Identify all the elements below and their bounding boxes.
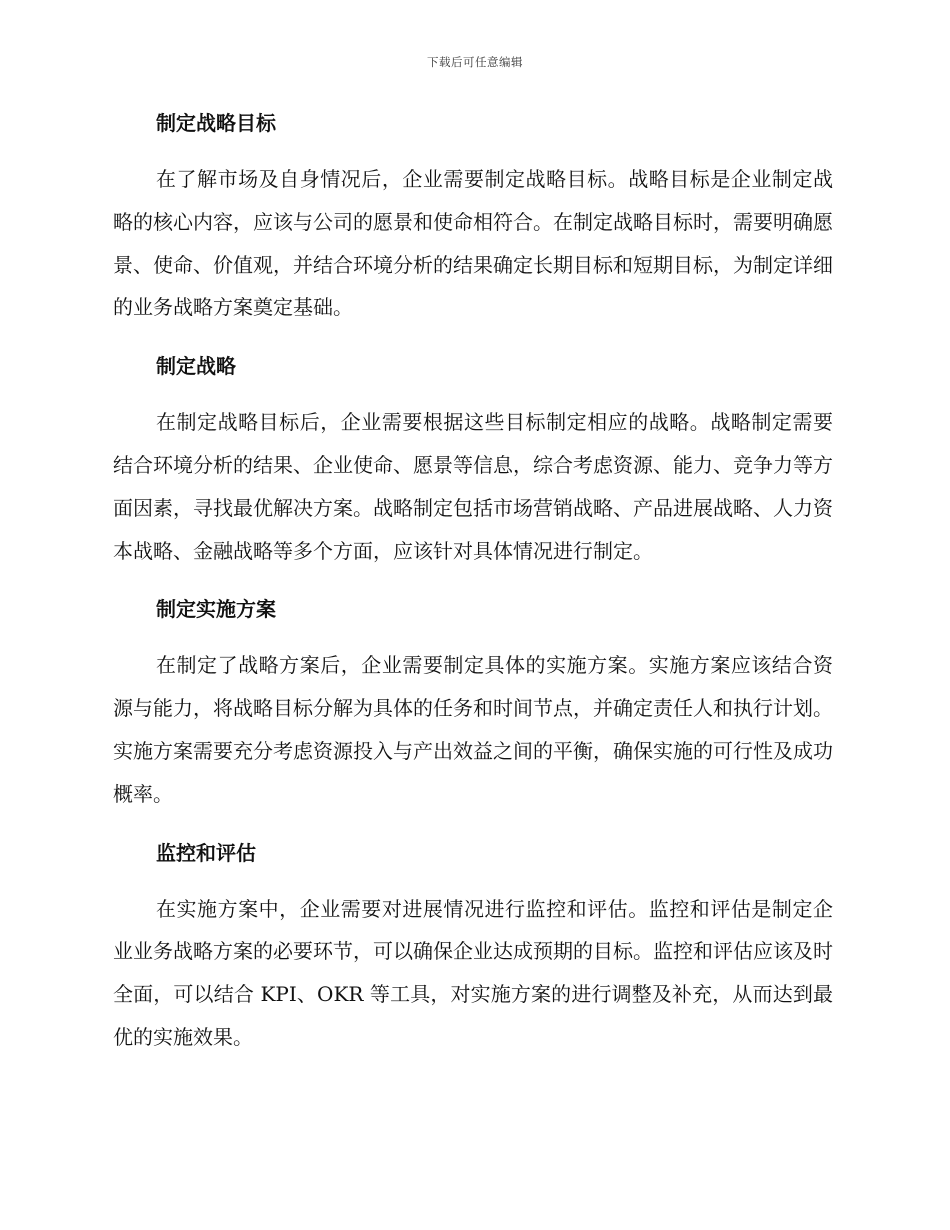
document-content: [113, 108, 833, 1059]
section-body-strategy: 在制定战略目标后，企业需要根据这些目标制定相应的战略。战略制定需要结合环境分析的结果、企业使命、愿景等信息，综合考虑资源、能力、竞争力等方面因素，寻找最优解决方案。战略制定包括市场营销战略、产品进展战略、人力资本战略、金融战略等多个方面，应该针对具体情况进行制定。: [113, 410, 833, 563]
section-body-monitoring-evaluation: 在实施方案中，企业需要对进展情况进行监控和评估。监控和评估是制定企业业务战略方案的必要环节，可以确保企业达成预期的目标。监控和评估应该及时全面，可以结合 KPI、OKR 等工具，对实施方案的进行调整及补充，从而达到最优的实施效果。: [113, 896, 833, 1049]
section-heading-strategic-goals: 制定战略目标: [156, 111, 276, 135]
section-body-implementation-plan: 在制定了战略方案后，企业需要制定具体的实施方案。实施方案应该结合资源与能力，将战略目标分解为具体的任务和时间节点，并确定责任人和执行计划。实施方案需要充分考虑资源投入与产出效益之间的平衡，确保实施的可行性及成功概率。: [113, 653, 833, 806]
section-body-strategic-goals: 在了解市场及自身情况后，企业需要制定战略目标。战略目标是企业制定战略的核心内容，应该与公司的愿景和使命相符合。在制定战略目标时，需要明确愿景、使命、价值观，并结合环境分析的结果确定长期目标和短期目标，为制定详细的业务战略方案奠定基础。: [113, 167, 833, 320]
page-header-note: 下载后可任意编辑: [427, 55, 523, 69]
section-heading-monitoring-evaluation: 监控和评估: [156, 840, 256, 865]
section-heading-implementation-plan: 制定实施方案: [156, 597, 276, 622]
section-heading-strategy: 制定战略: [156, 354, 236, 379]
